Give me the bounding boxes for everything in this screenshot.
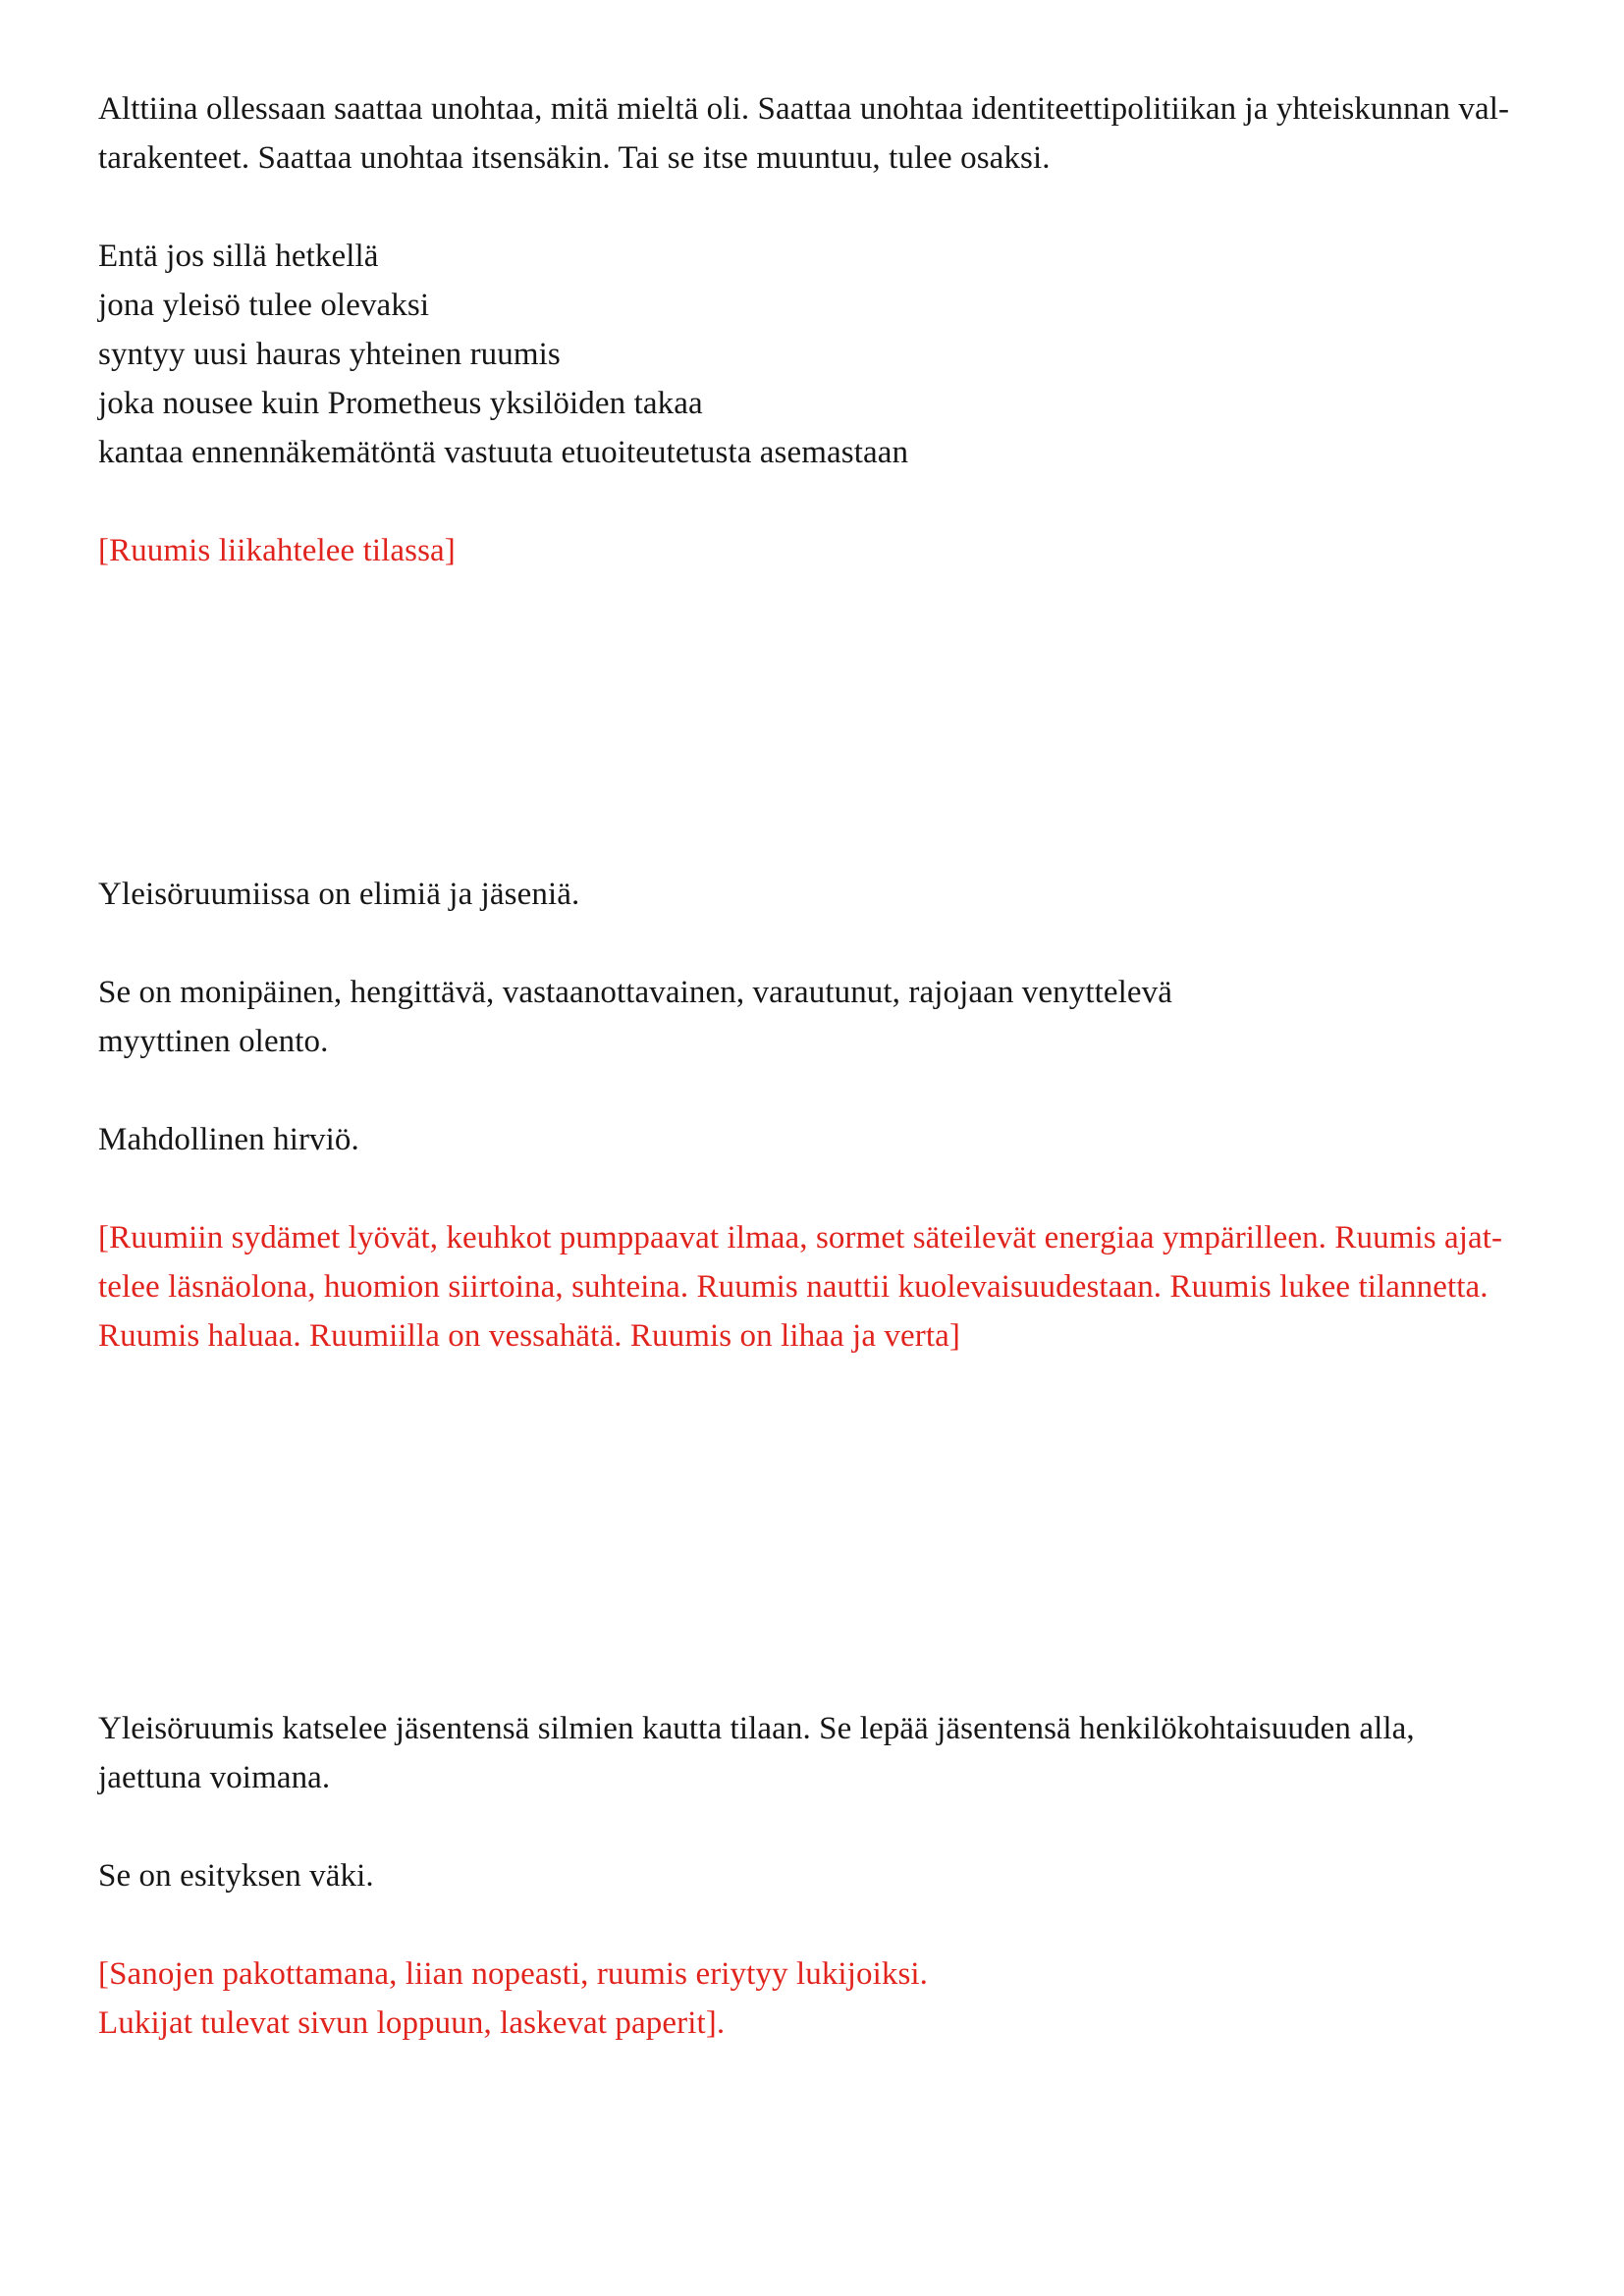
stage-direction-paragraph: [98, 526, 1536, 575]
stage-direction-line: [Sanojen pakottamana, liian nopeasti, ruumis eriytyy lukijoiksi.: [98, 1956, 928, 1992]
text-line: kantaa ennennäkemätöntä vastuuta etuoiteutetusta asemastaan: [98, 435, 909, 470]
text-line: myyttinen olento.: [98, 1024, 329, 1059]
text-line: Se on esityksen väki.: [98, 1858, 374, 1894]
stage-direction-line: Lukijat tulevat sivun loppuun, laskevat paperit].: [98, 2005, 726, 2041]
stage-direction-line: telee läsnäolona, huomion siirtoina, suhteina. Ruumis nauttii kuolevaisuudestaan. Ruumis lukee tilannetta.: [98, 1269, 1489, 1305]
text-line: Mahdollinen hirviö.: [98, 1122, 359, 1157]
body-paragraph: [98, 1851, 1536, 1900]
body-paragraph: [98, 232, 1536, 477]
stage-direction-paragraph: [98, 1949, 1536, 2048]
stage-direction-line: Ruumis haluaa. Ruumiilla on vessahätä. Ruumis on lihaa ja verta]: [98, 1318, 960, 1354]
body-paragraph: [98, 968, 1536, 1066]
text-line: jona yleisö tulee olevaksi: [98, 288, 430, 323]
text-line: jaettuna voimana.: [98, 1760, 331, 1795]
body-paragraph: [98, 870, 1536, 919]
stage-direction-line: [Ruumiin sydämet lyövät, keuhkot pumppaavat ilmaa, sormet säteilevät energiaa ympärilleen. Ruumis ajat-: [98, 1220, 1503, 1255]
text-line: Se on monipäinen, hengittävä, vastaanottavainen, varautunut, rajojaan venyttelevä: [98, 975, 1172, 1010]
stage-direction-paragraph: [98, 1213, 1536, 1361]
text-line: syntyy uusi hauras yhteinen ruumis: [98, 337, 561, 372]
text-line: Alttiina ollessaan saattaa unohtaa, mitä mieltä oli. Saattaa unohtaa identiteettipolitiikan ja yhteiskunnan val-: [98, 91, 1510, 127]
text-line: Entä jos sillä hetkellä: [98, 239, 379, 274]
body-paragraph: [98, 84, 1536, 183]
document-content: [98, 84, 1536, 2048]
text-line: Yleisöruumiissa on elimiä ja jäseniä.: [98, 877, 580, 912]
text-line: joka nousee kuin Prometheus yksilöiden takaa: [98, 386, 703, 421]
text-line: Yleisöruumis katselee jäsentensä silmien kautta tilaan. Se lepää jäsentensä henkilökohtaisuuden alla,: [98, 1711, 1415, 1746]
body-paragraph: [98, 1704, 1536, 1802]
body-paragraph: [98, 1115, 1536, 1164]
text-line: tarakenteet. Saattaa unohtaa itsensäkin. Tai se itse muuntuu, tulee osaksi.: [98, 140, 1051, 176]
stage-direction-line: [Ruumis liikahtelee tilassa]: [98, 533, 456, 568]
